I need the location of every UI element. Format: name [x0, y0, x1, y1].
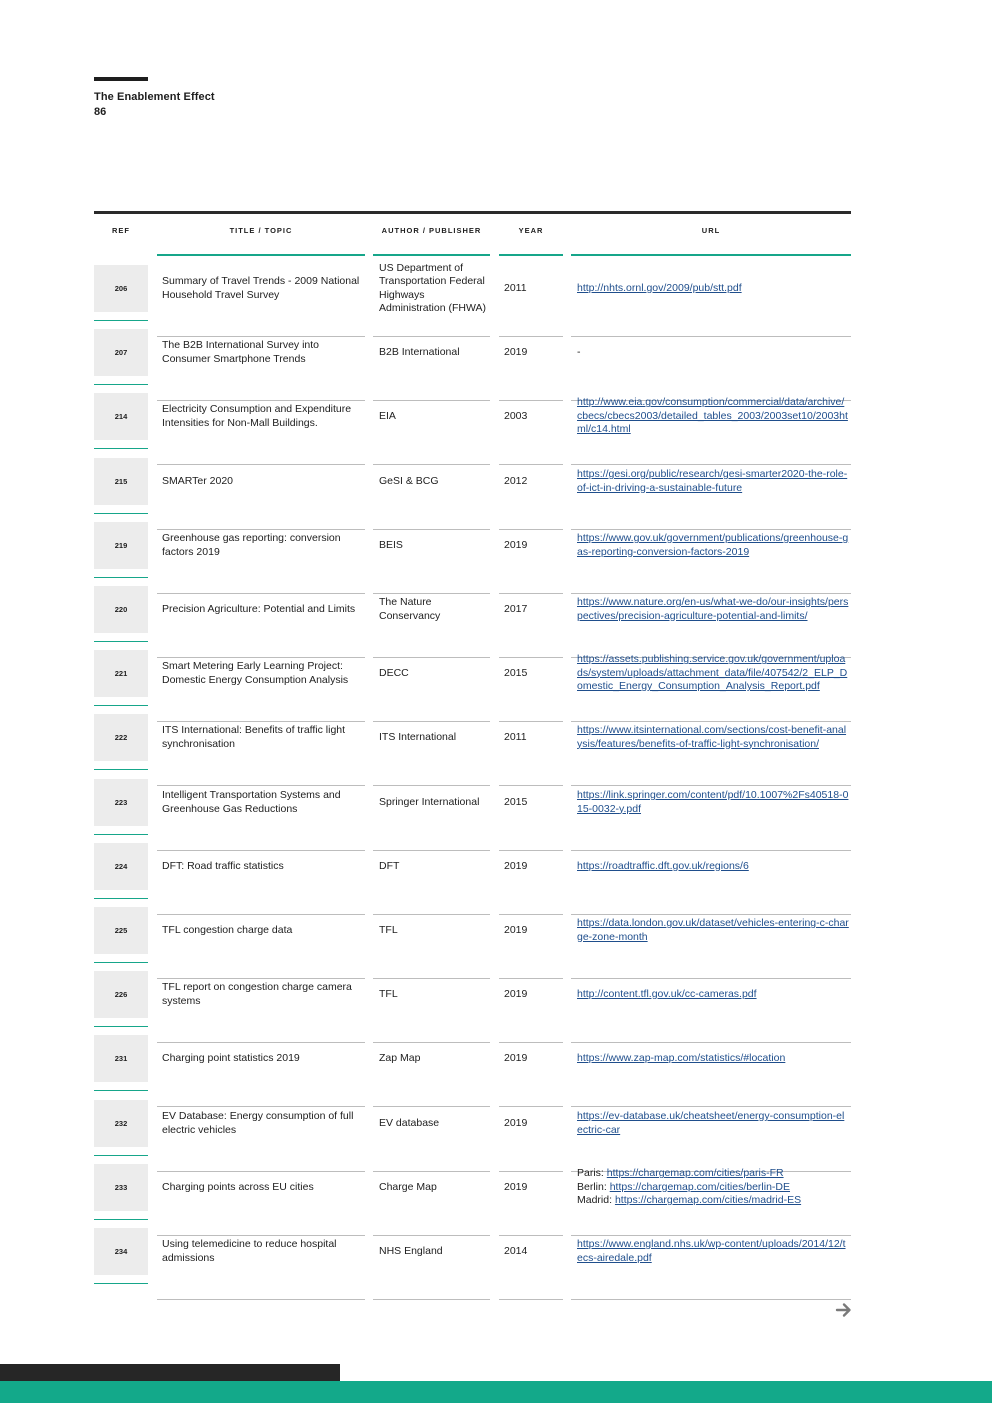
- year-cell: [504, 512, 562, 579]
- year-cell: [504, 1025, 562, 1092]
- footer-accent-bar: [0, 1381, 992, 1403]
- author-cell-text: GeSI & BCG: [379, 474, 439, 487]
- year-cell-text: 2003: [504, 409, 528, 422]
- url-list: [577, 860, 749, 873]
- url-line: [577, 988, 757, 1001]
- row-separator: [499, 1299, 563, 1300]
- year-cell-text: 2015: [504, 666, 528, 679]
- row-separator: [373, 1299, 490, 1300]
- ref-cell: 214: [94, 393, 148, 440]
- url-cell: [577, 1090, 849, 1157]
- ref-cell: 226: [94, 971, 148, 1018]
- title-cell: [162, 448, 362, 515]
- url-cell: [577, 961, 849, 1028]
- url-cell: [577, 833, 849, 900]
- year-cell-text: 2012: [504, 474, 528, 487]
- column-header-title: TITLE / TOPIC: [229, 226, 293, 235]
- author-cell-text: EIA: [379, 409, 396, 422]
- author-cell: [379, 1025, 487, 1092]
- ref-cell: 206: [94, 265, 148, 312]
- year-cell-text: 2019: [504, 1116, 528, 1129]
- year-cell: [504, 704, 562, 771]
- url-cell: [577, 1025, 849, 1092]
- url-list: [577, 724, 849, 751]
- author-cell-text: Charge Map: [379, 1180, 437, 1193]
- url-prefix: Berlin:: [577, 1180, 610, 1193]
- url-prefix: Paris:: [577, 1167, 607, 1180]
- title-cell-text: Intelligent Transportation Systems and Greenhouse Gas Reductions: [162, 789, 341, 815]
- author-cell-text: BEIS: [379, 538, 403, 551]
- year-cell-text: 2011: [504, 281, 527, 294]
- title-cell: [162, 1154, 362, 1221]
- url-list: [577, 282, 742, 295]
- ref-cell: 224: [94, 843, 148, 890]
- url-link[interactable]: https://www.zap-map.com/statistics/#location: [577, 1051, 786, 1064]
- author-cell: [379, 576, 487, 643]
- ref-separator: [94, 320, 148, 321]
- ref-separator: [94, 898, 148, 899]
- author-cell-text: DECC: [379, 666, 409, 679]
- url-line: [577, 282, 742, 295]
- url-line: [577, 1194, 801, 1207]
- column-header-author: AUTHOR / PUBLISHER: [381, 226, 482, 235]
- author-cell-text: EV database: [379, 1116, 440, 1129]
- url-link[interactable]: https://assets.publishing.service.gov.uk/government/uploads/system/uploads/attachment_data/file/407542/2_ELP_Domestic_Energy_Consumption_Analysis_Report.pdf: [577, 653, 848, 693]
- title-cell: [162, 512, 362, 579]
- year-cell-text: 2014: [504, 1244, 528, 1257]
- ref-separator: [94, 769, 148, 770]
- title-cell-text: TFL congestion charge data: [162, 923, 293, 936]
- page-number: 86: [94, 106, 107, 118]
- year-cell: [504, 319, 562, 386]
- footer-dark-bar: [0, 1364, 340, 1381]
- url-link[interactable]: http://nhts.ornl.gov/2009/pub/stt.pdf: [577, 281, 742, 294]
- author-cell-text: Springer International: [379, 795, 480, 808]
- author-cell: [379, 1154, 487, 1221]
- year-cell: [504, 961, 562, 1028]
- ref-separator: [94, 577, 148, 578]
- url-line: [577, 1167, 801, 1180]
- year-cell-text: 2019: [504, 1180, 528, 1193]
- url-cell: [577, 383, 849, 450]
- url-link[interactable]: https://ev-database.uk/cheatsheet/energy-consumption-electric-car: [577, 1110, 845, 1136]
- author-cell: [379, 255, 487, 322]
- url-line: [577, 1052, 785, 1065]
- row-separator: [157, 1299, 365, 1300]
- column-header-url: URL: [701, 226, 721, 235]
- url-link[interactable]: https://chargemap.com/cities/madrid-ES: [614, 1194, 802, 1207]
- ref-cell: 222: [94, 714, 148, 761]
- ref-separator: [94, 705, 148, 706]
- ref-separator: [94, 1155, 148, 1156]
- year-cell: [504, 576, 562, 643]
- title-cell-text: Charging point statistics 2019: [162, 1051, 300, 1064]
- url-list: [577, 988, 757, 1001]
- year-cell: [504, 640, 562, 707]
- author-cell: [379, 319, 487, 386]
- ref-cell: 219: [94, 522, 148, 569]
- author-cell: [379, 640, 487, 707]
- url-list: [577, 532, 849, 559]
- url-cell: [577, 512, 849, 579]
- title-cell-text: Charging points across EU cities: [162, 1180, 314, 1193]
- url-list: [577, 346, 581, 359]
- ref-separator: [94, 448, 148, 449]
- ref-separator: [94, 384, 148, 385]
- ref-cell: 207: [94, 329, 148, 376]
- url-line: [577, 396, 849, 436]
- url-list: [577, 653, 849, 693]
- title-cell: [162, 1025, 362, 1092]
- url-link[interactable]: https://www.itsinternational.com/sections/cost-benefit-analysis/features/benefits-of-traffic-light-synchronisation/: [577, 724, 847, 750]
- author-cell: [379, 833, 487, 900]
- author-cell-text: TFL: [379, 987, 398, 1000]
- url-list: [577, 1110, 849, 1137]
- url-line: [577, 724, 849, 751]
- title-cell-text: Smart Metering Early Learning Project: Domestic Energy Consumption Analysis: [162, 660, 349, 686]
- ref-cell: 225: [94, 907, 148, 954]
- url-link[interactable]: http://content.tfl.gov.uk/cc-cameras.pdf: [577, 987, 757, 1000]
- url-cell: [577, 319, 849, 386]
- title-cell-text: Using telemedicine to reduce hospital admissions: [162, 1238, 337, 1264]
- title-cell: [162, 769, 362, 836]
- url-prefix: Madrid:: [577, 1194, 615, 1207]
- url-line: [577, 596, 849, 623]
- url-list: [577, 396, 849, 436]
- url-line: [577, 653, 849, 693]
- url-line: [577, 532, 849, 559]
- year-cell: [504, 1218, 562, 1285]
- url-line: [577, 1110, 849, 1137]
- document-title: The Enablement Effect: [94, 91, 215, 103]
- column-header-ref: REF: [112, 226, 130, 235]
- title-cell-text: Electricity Consumption and Expenditure Intensities for Non-Mall Buildings.: [162, 403, 352, 429]
- arrow-right-icon[interactable]: [835, 1301, 853, 1319]
- header-rule: [94, 77, 148, 81]
- year-cell-text: 2011: [504, 730, 527, 743]
- ref-cell: 215: [94, 458, 148, 505]
- url-cell: [577, 1218, 849, 1285]
- ref-separator: [94, 1219, 148, 1220]
- year-cell: [504, 383, 562, 450]
- author-cell: [379, 1218, 487, 1285]
- ref-cell: 223: [94, 779, 148, 826]
- year-cell-text: 2019: [504, 859, 528, 872]
- author-cell: [379, 448, 487, 515]
- year-cell: [504, 1090, 562, 1157]
- ref-separator: [94, 1283, 148, 1284]
- ref-cell: 231: [94, 1035, 148, 1082]
- url-link[interactable]: https://gesi.org/public/research/gesi-smarter2020-the-role-of-ict-in-driving-a-sustainable-future: [577, 468, 848, 494]
- author-cell-text: Zap Map: [379, 1051, 421, 1064]
- url-line: [577, 1238, 849, 1265]
- ref-cell: 221: [94, 650, 148, 697]
- title-cell: [162, 576, 362, 643]
- title-cell: [162, 897, 362, 964]
- year-cell-text: 2019: [504, 538, 528, 551]
- author-cell: [379, 1090, 487, 1157]
- url-cell: [577, 255, 849, 322]
- author-cell: [379, 897, 487, 964]
- url-line: [577, 789, 849, 816]
- title-cell: [162, 1218, 362, 1285]
- year-cell: [504, 255, 562, 322]
- url-list: [577, 917, 849, 944]
- year-cell-text: 2019: [504, 923, 528, 936]
- url-list: [577, 789, 849, 816]
- year-cell-text: 2019: [504, 1051, 528, 1064]
- title-cell: [162, 704, 362, 771]
- author-cell-text: DFT: [379, 859, 400, 872]
- url-link[interactable]: https://www.nature.org/en-us/what-we-do/our-insights/perspectives/precision-agriculture-potential-and-limits/: [577, 596, 849, 622]
- url-link[interactable]: https://roadtraffic.dft.gov.uk/regions/6: [577, 859, 749, 872]
- table-top-rule: [94, 211, 851, 214]
- title-cell: [162, 383, 362, 450]
- title-cell-text: TFL report on congestion charge camera systems: [162, 981, 352, 1007]
- author-cell-text: ITS International: [379, 730, 457, 743]
- author-cell: [379, 383, 487, 450]
- title-cell-text: Precision Agriculture: Potential and Limits: [162, 602, 356, 615]
- year-cell: [504, 769, 562, 836]
- title-cell-text: Greenhouse gas reporting: conversion factors 2019: [162, 532, 341, 558]
- year-cell-text: 2015: [504, 795, 528, 808]
- ref-separator: [94, 513, 148, 514]
- author-cell: [379, 512, 487, 579]
- url-line: [577, 1181, 801, 1194]
- row-separator: [571, 1299, 851, 1300]
- url-list: [577, 468, 849, 495]
- year-cell: [504, 897, 562, 964]
- ref-separator: [94, 1026, 148, 1027]
- url-link[interactable]: https://www.gov.uk/government/publications/greenhouse-gas-reporting-conversion-factors-2019: [577, 532, 849, 558]
- title-cell: [162, 833, 362, 900]
- ref-cell: 234: [94, 1228, 148, 1275]
- url-line: [577, 468, 849, 495]
- title-cell: [162, 255, 362, 322]
- url-cell: [577, 448, 849, 515]
- url-list: [577, 1052, 785, 1065]
- url-link[interactable]: https://link.springer.com/content/pdf/10.1007%2Fs40518-015-0032-y.pdf: [577, 789, 849, 815]
- url-list: [577, 1167, 801, 1207]
- author-cell-text: NHS England: [379, 1244, 443, 1257]
- ref-cell: 232: [94, 1100, 148, 1147]
- url-line: [577, 346, 581, 359]
- title-cell-text: EV Database: Energy consumption of full electric vehicles: [162, 1110, 354, 1136]
- author-cell: [379, 704, 487, 771]
- url-cell: [577, 769, 849, 836]
- ref-cell: 233: [94, 1164, 148, 1211]
- url-link[interactable]: https://www.england.nhs.uk/wp-content/uploads/2014/12/tecs-airedale.pdf: [577, 1238, 846, 1264]
- url-list: [577, 596, 849, 623]
- url-prefix: -: [577, 345, 581, 358]
- year-cell: [504, 448, 562, 515]
- title-cell-text: SMARTer 2020: [162, 474, 234, 487]
- title-cell-text: DFT: Road traffic statistics: [162, 859, 284, 872]
- url-link[interactable]: https://chargemap.com/cities/berlin-DE: [609, 1180, 791, 1193]
- title-cell-text: ITS International: Benefits of traffic light synchronisation: [162, 724, 346, 750]
- url-line: [577, 860, 749, 873]
- url-cell: [577, 1154, 849, 1221]
- title-cell: [162, 1090, 362, 1157]
- title-cell-text: Summary of Travel Trends - 2009 National Household Travel Survey: [162, 275, 360, 301]
- column-header-year: YEAR: [518, 226, 544, 235]
- ref-separator: [94, 962, 148, 963]
- url-cell: [577, 897, 849, 964]
- ref-cell: 220: [94, 586, 148, 633]
- year-cell-text: 2019: [504, 345, 528, 358]
- ref-separator: [94, 641, 148, 642]
- year-cell: [504, 833, 562, 900]
- url-list: [577, 1238, 849, 1265]
- url-link[interactable]: https://data.london.gov.uk/dataset/vehicles-entering-c-charge-zone-month: [577, 917, 849, 943]
- author-cell-text: TFL: [379, 923, 398, 936]
- author-cell-text: B2B International: [379, 345, 460, 358]
- year-cell-text: 2017: [504, 602, 528, 615]
- url-cell: [577, 576, 849, 643]
- title-cell-text: The B2B International Survey into Consumer Smartphone Trends: [162, 339, 320, 365]
- title-cell: [162, 961, 362, 1028]
- author-cell-text: US Department of Transportation Federal Highways Administration (FHWA): [379, 261, 486, 314]
- title-cell: [162, 319, 362, 386]
- year-cell-text: 2019: [504, 987, 528, 1000]
- ref-separator: [94, 1090, 148, 1091]
- title-cell: [162, 640, 362, 707]
- ref-separator: [94, 834, 148, 835]
- author-cell: [379, 961, 487, 1028]
- url-link[interactable]: https://chargemap.com/cities/paris-FR: [606, 1167, 784, 1180]
- url-link[interactable]: http://www.eia.gov/consumption/commercial/data/archive/cbecs/cbecs2003/detailed_tables_2003/2003set10/2003html/c14.html: [577, 396, 848, 436]
- url-line: [577, 917, 849, 944]
- url-cell: [577, 640, 849, 707]
- url-cell: [577, 704, 849, 771]
- author-cell-text: The Nature Conservancy: [379, 596, 441, 622]
- year-cell: [504, 1154, 562, 1221]
- author-cell: [379, 769, 487, 836]
